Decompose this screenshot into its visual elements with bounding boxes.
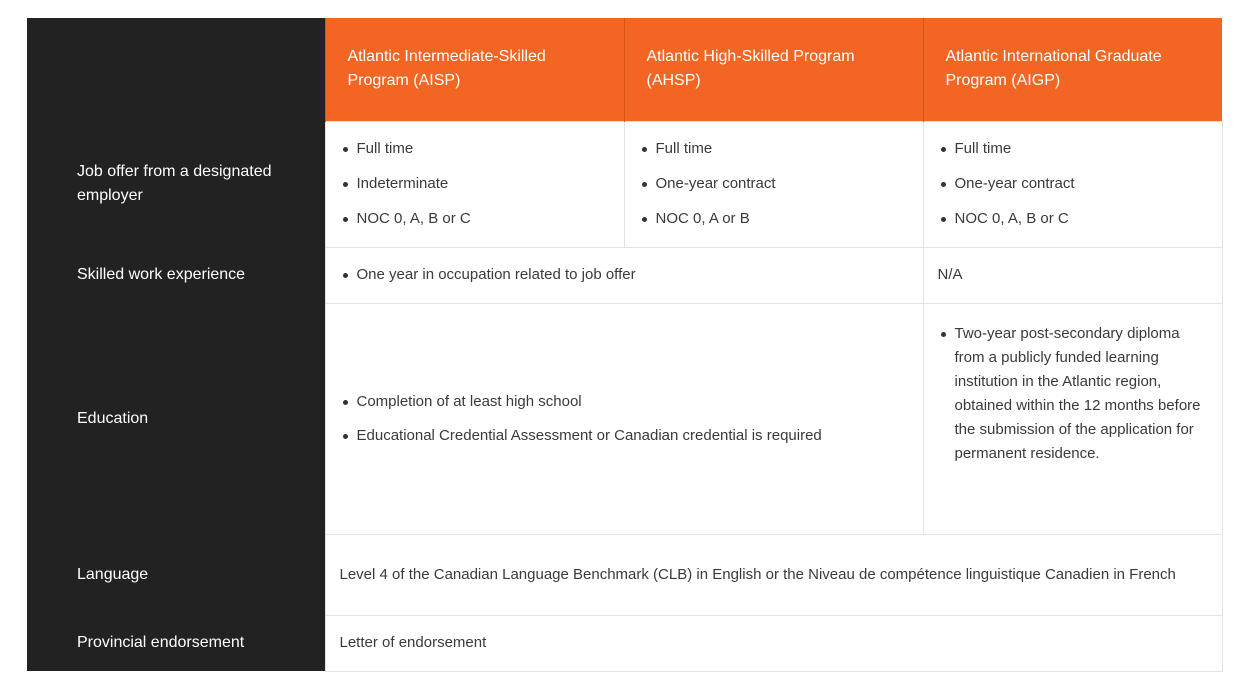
list-item: NOC 0, A or B [639, 207, 909, 231]
bullet-list [340, 137, 610, 231]
cell-language-all: Level 4 of the Canadian Language Benchmark (CLB) in English or the Niveau de compétence linguistique Canadien in French [325, 534, 1222, 615]
row-skilled-work-experience [27, 247, 1222, 303]
list-item: One-year contract [938, 172, 1208, 196]
list-item: NOC 0, A, B or C [938, 207, 1208, 231]
cell-experience-aisp-ahsp [325, 247, 923, 303]
bullet-list [340, 263, 909, 287]
list-item: Full time [938, 137, 1208, 161]
list-item: Indeterminate [340, 172, 610, 196]
cell-provincial-all: Letter of endorsement [325, 615, 1222, 671]
row-job-offer [27, 121, 1222, 247]
header-aisp: Atlantic Intermediate-Skilled Program (AISP) [325, 18, 624, 121]
cell-education-aisp-ahsp [325, 303, 923, 534]
header-ahsp: Atlantic High-Skilled Program (AHSP) [624, 18, 923, 121]
row-label-skilled-work-experience: Skilled work experience [27, 247, 325, 303]
row-language [27, 534, 1222, 615]
bullet-list [938, 322, 1208, 466]
list-item: Two-year post-secondary diploma from a publicly funded learning institution in the Atlantic region, obtained within the 12 months before the submission of the application for permanent residence. [938, 322, 1208, 466]
header-row [27, 18, 1222, 121]
bullet-list [938, 137, 1208, 231]
list-item: One year in occupation related to job offer [340, 263, 909, 287]
header-aigp: Atlantic International Graduate Program (AIGP) [923, 18, 1222, 121]
list-item: Completion of at least high school [340, 390, 879, 414]
cell-job-offer-aisp [325, 121, 624, 247]
bullet-list [340, 390, 909, 448]
program-comparison-table [27, 18, 1223, 672]
row-label-provincial-endorsement: Provincial endorsement [27, 615, 325, 671]
row-label-language: Language [27, 534, 325, 615]
list-item: Educational Credential Assessment or Canadian credential is required [340, 424, 879, 448]
cell-education-aigp [923, 303, 1222, 534]
row-label-job-offer: Job offer from a designated employer [27, 121, 325, 247]
list-item: One-year contract [639, 172, 909, 196]
row-label-education: Education [27, 303, 325, 534]
cell-job-offer-ahsp [624, 121, 923, 247]
list-item: Full time [639, 137, 909, 161]
list-item: NOC 0, A, B or C [340, 207, 610, 231]
comparison-table-container [27, 18, 1222, 672]
list-item: Full time [340, 137, 610, 161]
row-provincial-endorsement [27, 615, 1222, 671]
cell-experience-aigp: N/A [923, 247, 1222, 303]
bullet-list [639, 137, 909, 231]
row-education [27, 303, 1222, 534]
header-corner-cell [27, 18, 325, 121]
cell-job-offer-aigp [923, 121, 1222, 247]
